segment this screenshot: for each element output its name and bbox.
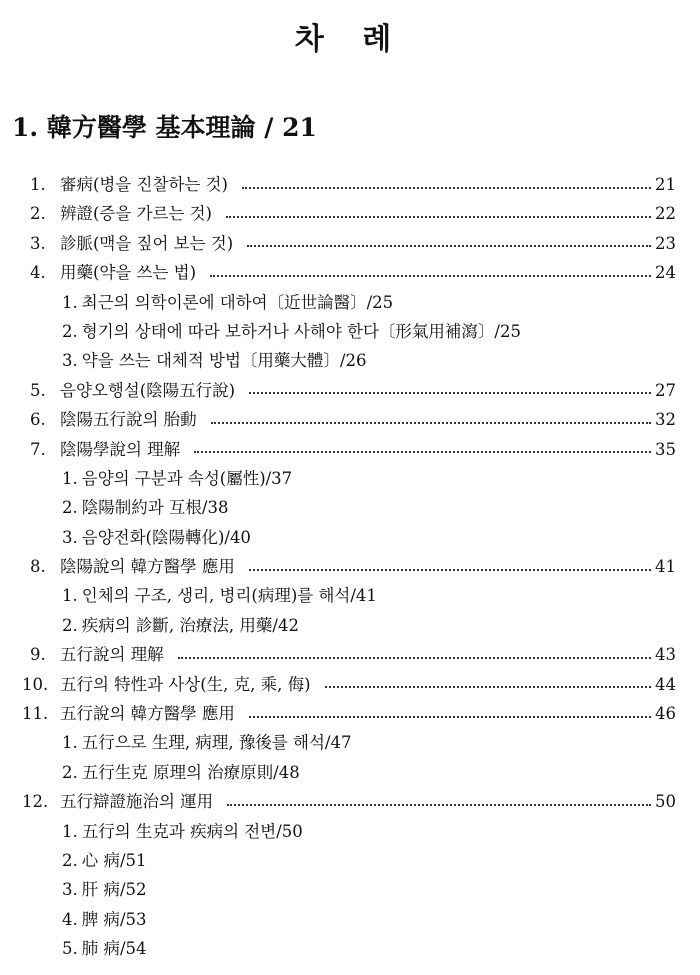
- page-number: 21: [655, 175, 676, 194]
- entry-label: 五行의 特性과 사상(生, 克, 乘, 侮): [60, 674, 311, 694]
- page-number: 24: [655, 263, 676, 283]
- section-text: 韓方醫學 基本理論 / 21: [46, 113, 317, 142]
- entry-number: 10.: [22, 674, 49, 694]
- entry-number: 2.: [30, 204, 46, 224]
- toc-subentry: [0, 846, 700, 875]
- entry-number: 1.: [30, 175, 46, 194]
- entry-number: 9.: [30, 645, 46, 665]
- table-of-contents: [0, 170, 700, 964]
- dot-leader: [249, 392, 651, 394]
- entry-label: 약을 쓰는 대체적 방법〔用藥大體〕/26: [81, 351, 367, 371]
- entry-label: 陰陽說의 韓方醫學 應用: [60, 557, 235, 577]
- entry-label: 肝 病/52: [81, 880, 147, 900]
- entry-label: 五行生克 原理의 治療原則/48: [81, 762, 300, 782]
- entry-number: 5.: [30, 380, 46, 400]
- entry-number: 2.: [62, 321, 78, 341]
- dot-leader: [178, 657, 651, 659]
- entry-label: 최근의 의학이론에 대하여〔近世論醫〕/25: [81, 292, 394, 312]
- entry-number: 1.: [62, 733, 78, 753]
- page-number: 35: [655, 439, 676, 459]
- entry-label: 五行辯證施治의 運用: [60, 792, 214, 812]
- toc-entry: [0, 229, 700, 258]
- entry-number: 1.: [62, 468, 78, 488]
- entry-number: 3.: [62, 527, 78, 547]
- entry-label: 用藥(약을 쓰는 법): [60, 263, 197, 283]
- entry-label: 診脈(맥을 짚어 보는 것): [60, 233, 234, 253]
- toc-subentry: [0, 288, 700, 317]
- page-number: 23: [655, 233, 676, 253]
- entry-label: 脾 病/53: [81, 909, 147, 929]
- entry-number: 2.: [62, 850, 78, 870]
- toc-subentry: [0, 493, 700, 522]
- toc-entry: [0, 199, 700, 228]
- entry-number: 2.: [62, 615, 78, 635]
- toc-entry: [0, 435, 700, 464]
- entry-label: 인체의 구조, 생리, 병리(病理)를 해석/41: [81, 586, 377, 606]
- page-number: 41: [655, 557, 676, 577]
- toc-entry: [0, 552, 700, 581]
- entry-number: 12.: [22, 792, 49, 812]
- entry-label: 心 病/51: [81, 850, 147, 870]
- page-number: 46: [655, 704, 676, 724]
- page-number: 43: [655, 645, 676, 665]
- entry-label: 陰陽學說의 理解: [60, 439, 181, 459]
- dot-leader: [249, 716, 651, 718]
- entry-label: 辨證(증을 가르는 것): [60, 204, 212, 224]
- dot-leader: [247, 245, 651, 247]
- entry-number: 4.: [62, 909, 78, 929]
- entry-number: 3.: [62, 880, 78, 900]
- toc-subentry: [0, 523, 700, 552]
- entry-label: 審病(병을 진찰하는 것): [60, 175, 228, 194]
- toc-subentry: [0, 905, 700, 934]
- section-number: 1.: [12, 113, 39, 142]
- entry-label: 五行으로 生理, 病理, 豫後를 해석/47: [81, 733, 352, 753]
- toc-subentry: [0, 581, 700, 610]
- entry-number: 5.: [62, 939, 78, 959]
- page-number: 44: [655, 674, 676, 694]
- toc-subentry: [0, 346, 700, 375]
- toc-entry: [0, 258, 700, 287]
- dot-leader: [242, 187, 651, 189]
- entry-number: 7.: [30, 439, 46, 459]
- entry-number: 4.: [30, 263, 46, 283]
- entry-label: 五行說의 韓方醫學 應用: [60, 704, 235, 724]
- toc-subentry: [0, 875, 700, 904]
- toc-entry: [0, 170, 700, 199]
- entry-label: 음양의 구분과 속성(屬性)/37: [81, 468, 293, 488]
- dot-leader: [226, 216, 651, 218]
- entry-number: 2.: [62, 498, 78, 518]
- dot-leader: [194, 451, 651, 453]
- toc-subentry: [0, 611, 700, 640]
- dot-leader: [325, 686, 651, 688]
- page-number: 50: [655, 792, 676, 812]
- page-title: 차 례: [294, 22, 406, 57]
- dot-leader: [210, 275, 651, 277]
- entry-label: 형기의 상태에 따라 보하거나 사해야 한다〔形氣用補瀉〕/25: [81, 321, 521, 341]
- entry-number: 2.: [62, 762, 78, 782]
- page-number: 32: [655, 410, 676, 430]
- toc-subentry: [0, 317, 700, 346]
- entry-number: 8.: [30, 557, 46, 577]
- page-number: 22: [655, 204, 676, 224]
- entry-number: 11.: [22, 704, 49, 724]
- toc-subentry: [0, 464, 700, 493]
- entry-number: 1.: [62, 292, 78, 312]
- entry-label: 陰陽制約과 互根/38: [81, 498, 229, 518]
- page-number: 27: [655, 380, 676, 400]
- entry-label: 肺 病/54: [81, 939, 147, 959]
- toc-entry: [0, 405, 700, 434]
- entry-label: 疾病의 診斷, 治療法, 用藥/42: [81, 615, 299, 635]
- entry-label: 五行의 生克과 疾病의 전변/50: [81, 821, 303, 841]
- dot-leader: [249, 569, 651, 571]
- toc-entry: [0, 670, 700, 699]
- toc-subentry: [0, 728, 700, 757]
- toc-subentry: [0, 934, 700, 963]
- entry-number: 6.: [30, 410, 46, 430]
- section-heading: [12, 108, 317, 144]
- entry-number: 3.: [30, 233, 46, 253]
- toc-entry: [0, 640, 700, 669]
- entry-number: 1.: [62, 586, 78, 606]
- entry-number: 3.: [62, 351, 78, 371]
- entry-number: 1.: [62, 821, 78, 841]
- entry-label: 陰陽五行說의 胎動: [60, 410, 197, 430]
- toc-subentry: [0, 817, 700, 846]
- entry-label: 음양오행설(陰陽五行說): [60, 380, 236, 400]
- toc-entry: [0, 699, 700, 728]
- entry-label: 음양전화(陰陽轉化)/40: [81, 527, 251, 547]
- toc-entry: [0, 376, 700, 405]
- entry-label: 五行說의 理解: [60, 645, 164, 665]
- dot-leader: [211, 422, 651, 424]
- toc-entry: [0, 787, 700, 816]
- toc-subentry: [0, 758, 700, 787]
- dot-leader: [227, 804, 651, 806]
